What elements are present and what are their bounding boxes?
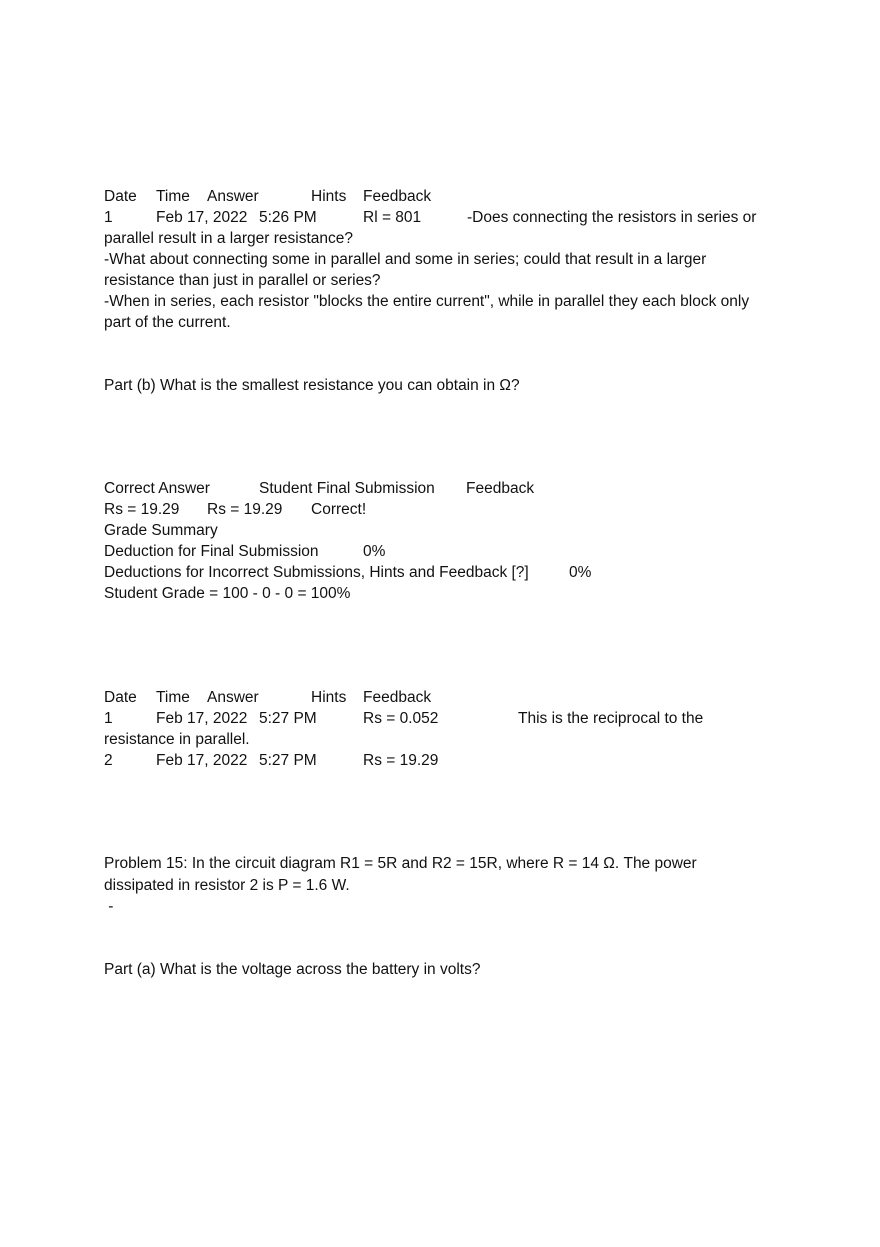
problem-statement-line: Problem 15: In the circuit diagram R1 = 5R and R2 = 15R, where R = 14 Ω. The power: [104, 855, 697, 872]
row-time: 5:26 PM: [259, 209, 317, 226]
feedback-line: -When in series, each resistor "blocks the entire current", while in parallel they each block only: [104, 293, 750, 310]
row-time: 5:27 PM: [259, 710, 317, 727]
row-date: Feb 17, 2022: [156, 752, 248, 769]
feedback-value: Correct!: [311, 501, 367, 518]
col-header-answer: Answer: [207, 188, 259, 205]
row-answer: Rs = 19.29: [363, 752, 439, 769]
col-header-correct-answer: Correct Answer: [104, 480, 210, 497]
feedback-line: resistance in parallel.: [104, 731, 250, 748]
row-time: 5:27 PM: [259, 752, 317, 769]
col-header-time: Time: [156, 188, 190, 205]
row-feedback: -Does connecting the resistors in series or: [467, 209, 757, 226]
col-header-hints: Hints: [311, 188, 347, 205]
part-b-question: Part (b) What is the smallest resistance you can obtain in Ω?: [104, 377, 520, 394]
correct-answer-value: Rs = 19.29: [104, 501, 180, 518]
grade-summary-title: Grade Summary: [104, 522, 218, 539]
col-header-feedback: Feedback: [466, 480, 535, 497]
feedback-line: resistance than just in parallel or series?: [104, 272, 381, 289]
row-date: Feb 17, 2022: [156, 209, 248, 226]
row-answer: Rl = 801: [363, 209, 422, 226]
col-header-date: Date: [104, 689, 137, 706]
deduction-incorrect-label: Deductions for Incorrect Submissions, Hints and Feedback [?]: [104, 564, 529, 581]
deduction-final-value: 0%: [363, 543, 386, 560]
feedback-line: -What about connecting some in parallel and some in series; could that result in a larger: [104, 251, 707, 268]
deduction-final-label: Deduction for Final Submission: [104, 543, 319, 560]
row-answer: Rs = 0.052: [363, 710, 439, 727]
col-header-feedback: Feedback: [363, 689, 432, 706]
row-date: Feb 17, 2022: [156, 710, 248, 727]
problem-statement-line: dissipated in resistor 2 is P = 1.6 W.: [104, 877, 350, 894]
col-header-answer: Answer: [207, 689, 259, 706]
part-a-question: Part (a) What is the voltage across the battery in volts?: [104, 961, 481, 978]
problem-dash: -: [104, 898, 114, 915]
row-number: 1: [104, 710, 113, 727]
row-number: 1: [104, 209, 113, 226]
col-header-student-final-submission: Student Final Submission: [259, 480, 435, 497]
student-grade: Student Grade = 100 - 0 - 0 = 100%: [104, 585, 351, 602]
student-submission-value: Rs = 19.29: [207, 501, 283, 518]
feedback-line: part of the current.: [104, 314, 231, 331]
col-header-date: Date: [104, 188, 137, 205]
col-header-time: Time: [156, 689, 190, 706]
deduction-incorrect-value: 0%: [569, 564, 592, 581]
col-header-hints: Hints: [311, 689, 347, 706]
row-feedback: This is the reciprocal to the: [518, 710, 704, 727]
col-header-feedback: Feedback: [363, 188, 432, 205]
feedback-line: parallel result in a larger resistance?: [104, 230, 353, 247]
row-number: 2: [104, 752, 113, 769]
